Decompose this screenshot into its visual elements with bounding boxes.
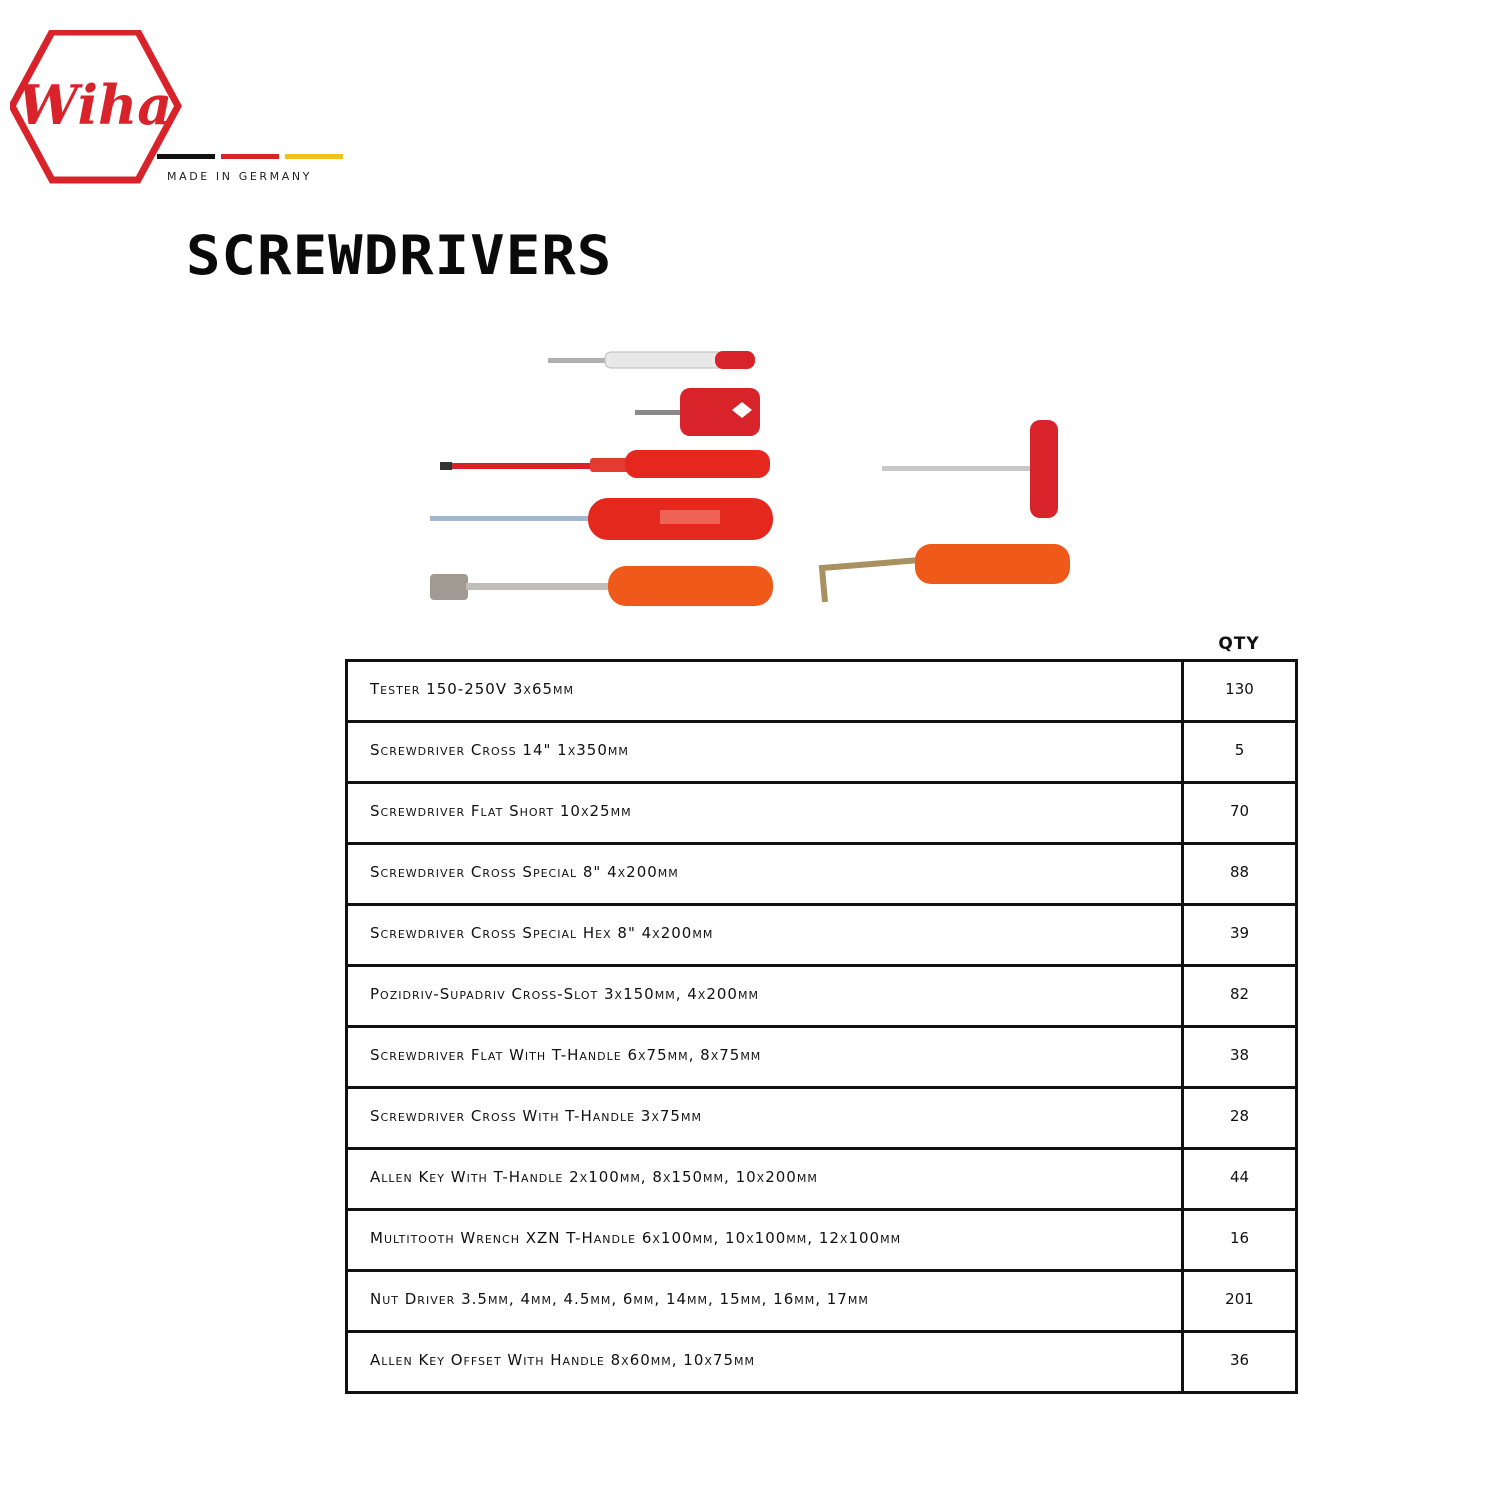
made-in-germany-tagline: MADE IN GERMANY <box>167 170 312 183</box>
item-name: Allen Key Offset With Handle 8x60mm, 10x75mm <box>347 1332 1183 1393</box>
svg-text:Wiha: Wiha <box>17 73 173 137</box>
item-name: Screwdriver Cross Special 8" 4x200mm <box>347 844 1183 905</box>
item-name: Tester 150-250V 3x65mm <box>347 661 1183 722</box>
cross-screwdriver <box>430 498 773 540</box>
table-row <box>347 1088 1297 1149</box>
item-name: Screwdriver Flat Short 10x25mm <box>347 783 1183 844</box>
table-row <box>347 1271 1297 1332</box>
table-row <box>347 1210 1297 1271</box>
item-qty: 38 <box>1183 1027 1297 1088</box>
item-qty: 82 <box>1183 966 1297 1027</box>
item-qty: 36 <box>1183 1332 1297 1393</box>
item-name: Allen Key With T-Handle 2x100mm, 8x150mm, 10x200mm <box>347 1149 1183 1210</box>
table-row <box>347 722 1297 783</box>
item-name: Nut Driver 3.5mm, 4mm, 4.5mm, 6mm, 14mm, 15mm, 16mm, 17mm <box>347 1271 1183 1332</box>
item-qty: 44 <box>1183 1149 1297 1210</box>
item-name: Screwdriver Cross Special Hex 8" 4x200mm <box>347 905 1183 966</box>
flag-stripe-gold <box>285 154 343 159</box>
item-qty: 130 <box>1183 661 1297 722</box>
table-row <box>347 1027 1297 1088</box>
flag-stripe-red <box>221 154 279 159</box>
wiha-logo <box>10 30 350 190</box>
table-row <box>347 783 1297 844</box>
table-row <box>347 1332 1297 1393</box>
item-qty: 70 <box>1183 783 1297 844</box>
item-name: Multitooth Wrench XZN T-Handle 6x100mm, 10x100mm, 12x100mm <box>347 1210 1183 1271</box>
stubby-screwdriver <box>635 388 760 436</box>
page-title: SCREWDRIVERS <box>186 224 613 287</box>
inventory-table <box>345 659 1298 1394</box>
flat-screwdriver <box>440 450 770 478</box>
item-qty: 39 <box>1183 905 1297 966</box>
item-name: Screwdriver Flat With T-Handle 6x75mm, 8x75mm <box>347 1027 1183 1088</box>
table-row <box>347 844 1297 905</box>
nut-driver <box>430 566 773 606</box>
item-qty: 201 <box>1183 1271 1297 1332</box>
item-qty: 88 <box>1183 844 1297 905</box>
tools-product-image <box>420 340 1080 615</box>
table-row <box>347 905 1297 966</box>
item-name: Screwdriver Cross With T-Handle 3x75mm <box>347 1088 1183 1149</box>
voltage-tester <box>548 351 755 369</box>
offset-allen-key <box>822 544 1070 602</box>
qty-column-header: QTY <box>1218 634 1260 654</box>
item-name: Screwdriver Cross 14" 1x350mm <box>347 722 1183 783</box>
table-row <box>347 661 1297 722</box>
item-qty: 16 <box>1183 1210 1297 1271</box>
table-row <box>347 1149 1297 1210</box>
item-qty: 28 <box>1183 1088 1297 1149</box>
table-row <box>347 966 1297 1027</box>
item-qty: 5 <box>1183 722 1297 783</box>
t-handle-hex-key <box>882 420 1058 518</box>
item-name: Pozidriv-Supadriv Cross-Slot 3x150mm, 4x200mm <box>347 966 1183 1027</box>
flag-stripe-black <box>157 154 215 159</box>
